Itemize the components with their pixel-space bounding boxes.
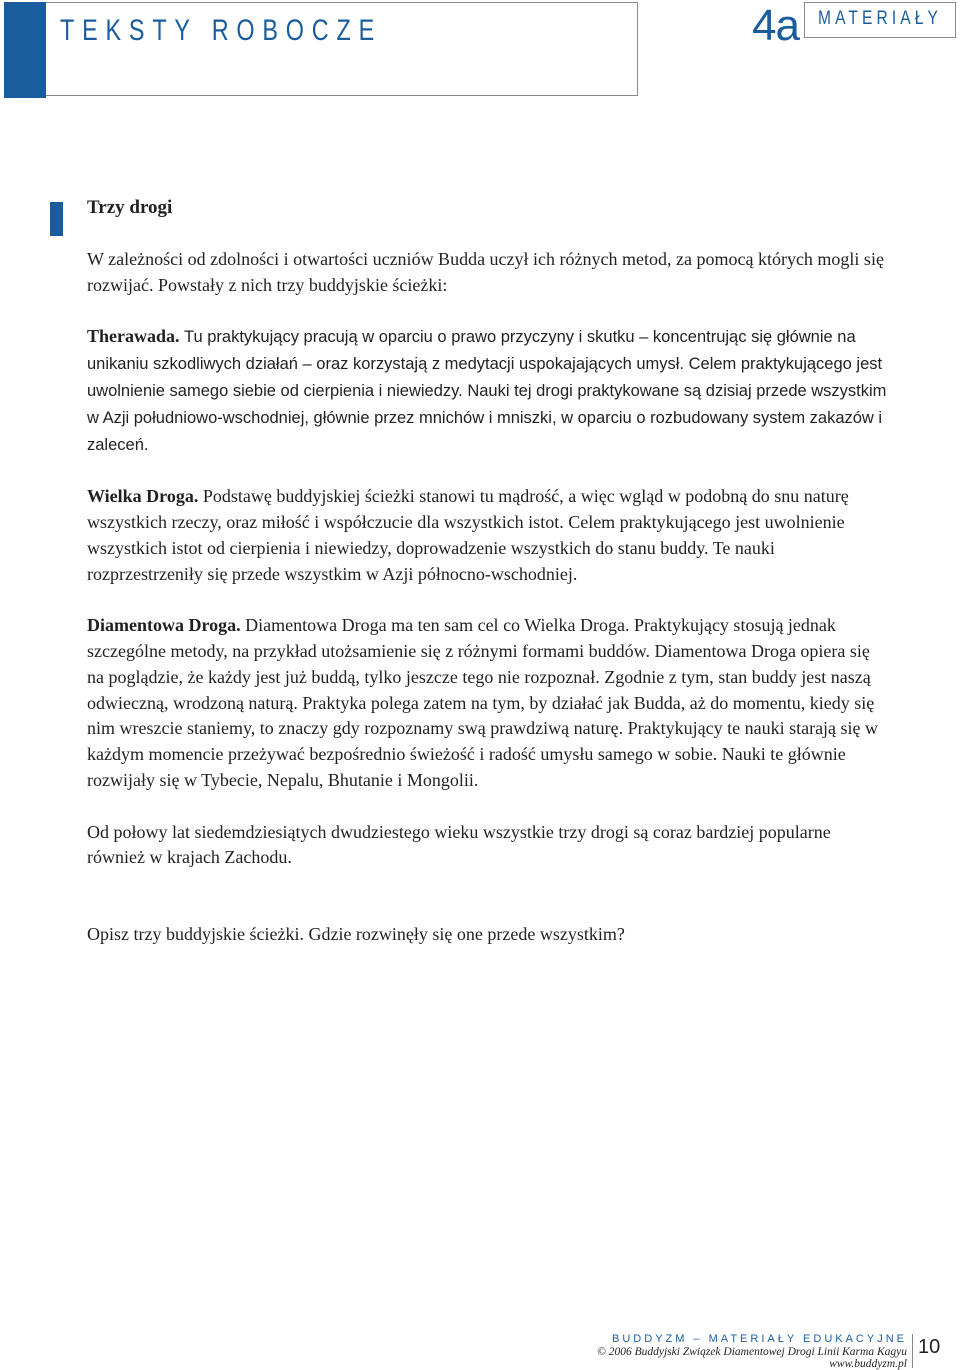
footer-brand: BUDDYZM – MATERIAŁY EDUKACYJNE	[612, 1333, 907, 1345]
section-marker	[50, 202, 63, 236]
footer-divider	[912, 1334, 913, 1368]
therawada-lead: Therawada.	[87, 326, 180, 347]
diamentowa-lead: Diamentowa Droga.	[87, 615, 241, 636]
outro-paragraph: Od połowy lat siedemdziesiątych dwudziestego wieku wszystkie trzy drogi są coraz bardziej popularne również w krajach Zachodu.	[87, 821, 831, 868]
header-section-label: MATERIAŁY	[818, 8, 943, 29]
header-title: TEKSTY ROBOCZE	[60, 14, 383, 47]
section-title: Trzy drogi	[87, 197, 173, 218]
header-accent-bar	[4, 2, 46, 98]
question-paragraph: Opisz trzy buddyjskie ścieżki. Gdzie rozwinęły się one przede wszystkim?	[87, 924, 625, 945]
therawada-paragraph	[87, 324, 887, 458]
page-number: 10	[918, 1336, 941, 1358]
wielka-text: Podstawę buddyjskiej ścieżki stanowi tu mądrość, a więc wgląd w podobną do snu naturę wszystkich rzeczy, oraz miłość i współczucie dla wszystkich istot. Celem praktykującego jest uwolnienie wszystkich istot od cierpienia i niewiedzy, doprowadzenie wszystkich do stanu buddy. Te nauki rozprzestrzeniły się przede wszystkim w Azji północno-wschodniej.	[87, 486, 849, 584]
intro-paragraph: W zależności od zdolności i otwartości uczniów Budda uczył ich różnych metod, za pomocą których mogli się rozwijać. Powstały z nich trzy buddyjskie ścieżki:	[87, 249, 884, 295]
therawada-text: Tu praktykujący pracują w oparciu o prawo przyczyny i skutku – koncentrując się głównie na unikaniu szkodliwych działań – oraz korzystają z medytacji uspokajających umysł. Celem praktykującego jest uwolnienie samego siebie od cierpienia i niewiedzy. Nauki tej drogi praktykowane są dzisiaj przede wszystkim w Azji południowo-wschodniej, głównie przez mnichów i mniszki, w oparciu o rozbudowany system zakazów i zaleceń.	[87, 328, 887, 454]
body-content	[87, 247, 887, 974]
footer-copyright: © 2006 Buddyjski Związek Diamentowej Drogi Linii Karma Kagyu	[597, 1346, 907, 1358]
header-number: 4a	[752, 1, 799, 50]
diamentowa-text: Diamentowa Droga ma ten sam cel co Wielka Droga. Praktykujący stosują jednak szczególne metody, na przykład utożsamienie się z różnymi formami buddów. Diamentowa Droga opiera się na poglądzie, że każdy jest już buddą, tylko jeszcze tego nie rozpoznał. Zgodnie z tym, stan buddy jest naszą odwieczną, wrodzoną naturą. Praktyka polega zatem na tym, by działać jak Budda, aż do momentu, kiedy się nim wreszcie staniemy, to znaczy gdy rozpoznamy swą prawdziwą naturę. Praktykujący te nauki starają się w każdym momencie przeżywać bezpośrednio świeżość i radość umysłu samego w sobie. Nauki te głównie rozwijały się w Tybecie, Nepalu, Bhutanie i Mongolii.	[87, 615, 879, 790]
footer-url: www.buddyzm.pl	[829, 1358, 907, 1370]
diamentowa-paragraph	[87, 613, 887, 794]
wielka-lead: Wielka Droga.	[87, 486, 199, 507]
wielka-paragraph	[87, 484, 887, 587]
